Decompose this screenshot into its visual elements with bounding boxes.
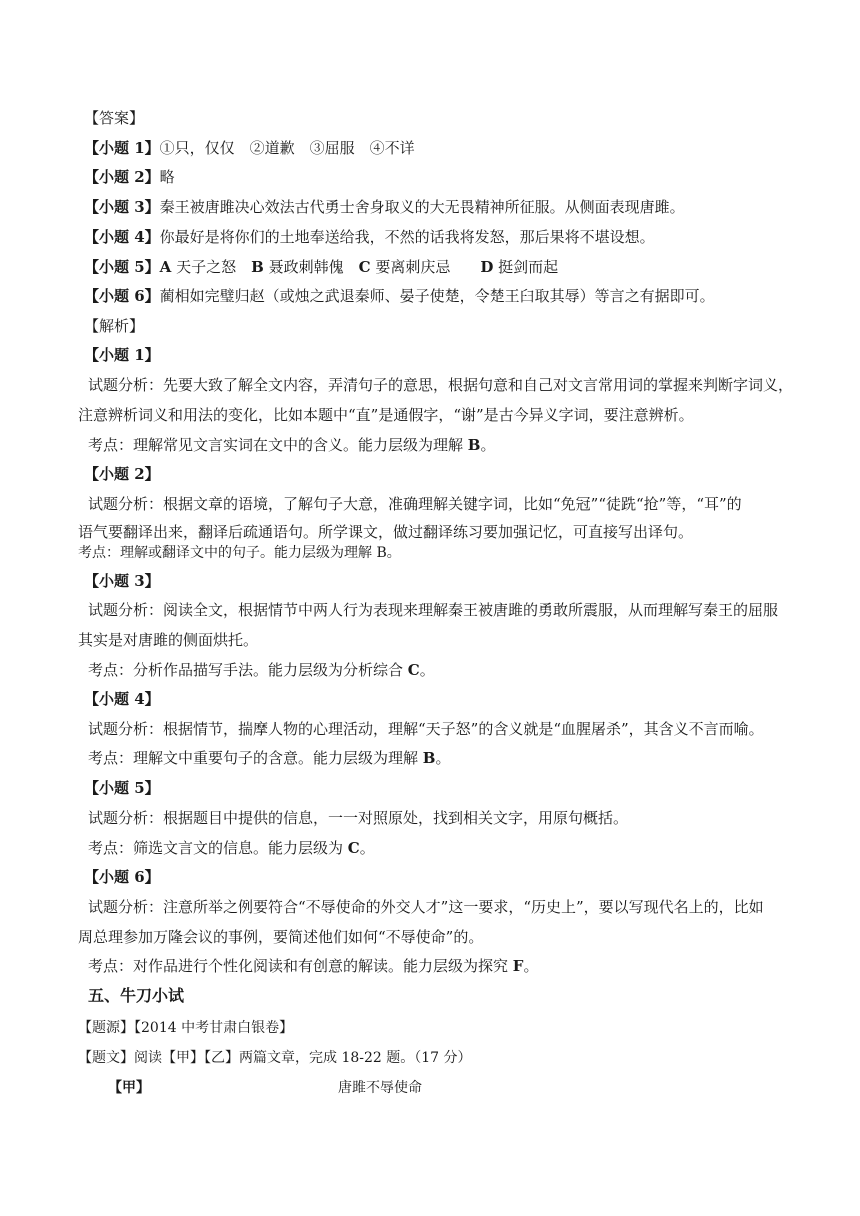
answer-q4	[84, 227, 655, 247]
analysis-q2-point: 考点：理解或翻译文中的句子。能力层级为理解 B。	[78, 545, 401, 561]
analysis-q5-line1: 试题分析：根据题目中提供的信息，一一对照原处，找到相关文字，用原句概括。	[88, 809, 629, 827]
answer-q1-label: 【小题 1】	[84, 139, 160, 157]
analysis-q1-point-text: 考点：理解常见文言实词在文中的含义。能力层级为理解	[88, 436, 468, 454]
jia-label: 【甲】	[108, 1080, 150, 1096]
analysis-heading: 【解析】	[84, 317, 145, 335]
jia-title: 唐雎不辱使命	[338, 1080, 422, 1096]
analysis-q6-line2: 周总理参加万隆会议的事例，要简述他们如何“不辱使命”的。	[78, 928, 484, 946]
answer-q1	[84, 138, 415, 158]
analysis-q2-line1: 试题分析：根据文章的语境，了解句子大意，准确理解关键字词，比如“免冠”“徒跣“抢”等，“耳”的	[88, 495, 742, 513]
analysis-q5-point	[88, 838, 375, 858]
analysis-q6-point-level: F	[512, 957, 524, 975]
analysis-q5-point-text: 考点：筛选文言文的信息。能力层级为	[88, 839, 348, 857]
analysis-q1-line2: 注意辨析词义和用法的变化，比如本题中“直”是通假字，“谢”是古今异义字词，要注意辨析。	[78, 406, 694, 424]
section-five-source: 【题源】【2014 中考甘肃白银卷】	[78, 1020, 294, 1036]
section-five-title: 五、牛刀小试	[88, 986, 185, 1005]
analysis-q4-line1: 试题分析：根据情节，揣摩人物的心理活动，理解“天子怒”的含义就是“血腥屠杀”，其含义不言而喻。	[88, 720, 764, 738]
answer-q6-label: 【小题 6】	[84, 287, 160, 305]
analysis-q4-point-suffix: 。	[435, 749, 451, 767]
section-five-prompt: 【题文】阅读【甲】【乙】两篇文章，完成 18-22 题。（17 分）	[78, 1050, 472, 1066]
analysis-q6-point	[88, 956, 538, 976]
answer-q4-text: 你最好是将你们的土地奉送给我，不然的话我将发怒，那后果将不堪设想。	[159, 228, 655, 246]
answer-q6-text: 蔺相如完璧归赵（或烛之武退秦师、晏子使楚，令楚王臼取其辱）等言之有据即可。	[159, 287, 715, 305]
analysis-q3-point-suffix: 。	[419, 661, 435, 679]
analysis-q4-label: 【小题 4】	[84, 690, 160, 708]
analysis-q4-point-text: 考点：理解文中重要句子的含意。能力层级为理解	[88, 749, 423, 767]
analysis-q2-line2: 语气要翻译出来，翻译后疏通语句。所学课文，做过翻译练习要加强记忆，可直接写出译句。	[78, 523, 694, 541]
answer-q2-label: 【小题 2】	[84, 168, 160, 186]
answer-q3-label: 【小题 3】	[84, 198, 160, 216]
analysis-q5-label: 【小题 5】	[84, 779, 160, 797]
analysis-q1-label: 【小题 1】	[84, 346, 160, 364]
answer-q5-option-a-text: 天子之怒	[176, 258, 252, 276]
analysis-q1-point	[88, 435, 495, 455]
answer-q5-option-b-text: 聂政刺韩傀	[268, 258, 359, 276]
analysis-q3-point-text: 考点：分析作品描写手法。能力层级为分析综合	[88, 661, 408, 679]
analysis-q1-line1: 试题分析：先要大致了解全文内容，弄清句子的意思，根据句意和自己对文言常用词的掌握来判断字词义，	[88, 376, 794, 394]
analysis-q2-label: 【小题 2】	[84, 465, 160, 483]
analysis-q6-label: 【小题 6】	[84, 868, 160, 886]
analysis-q1-point-suffix: 。	[480, 436, 496, 454]
answer-q5	[84, 257, 558, 277]
answer-q5-option-a: A	[159, 258, 172, 276]
answer-q1-text: ①只，仅仅 ②道歉 ③屈服 ④不详	[159, 139, 415, 157]
analysis-q1-point-level: B	[467, 436, 481, 454]
analysis-q3-point	[88, 660, 435, 680]
answer-q5-option-d-text: 挺剑而起	[493, 258, 559, 276]
answer-q6	[84, 286, 715, 306]
answer-q3	[84, 197, 685, 217]
analysis-q6-point-text: 考点：对作品进行个性化阅读和有创意的解读。能力层级为探究	[88, 957, 513, 975]
analysis-q3-line2: 其实是对唐雎的侧面烘托。	[78, 631, 259, 649]
analysis-q3-point-level: C	[407, 661, 420, 679]
analysis-q3-line1: 试题分析：阅读全文，根据情节中两人行为表现来理解秦王被唐雎的勇敢所震服，从而理解写秦王的屈服	[88, 601, 779, 619]
analysis-q6-line1: 试题分析：注意所举之例要符合“不辱使命的外交人才”这一要求，“历史上”，要以写现代名上的，比如	[88, 898, 764, 916]
answer-q5-label: 【小题 5】	[84, 258, 160, 276]
analysis-q5-point-level: C	[347, 839, 360, 857]
answer-q5-option-b: B	[251, 258, 264, 276]
analysis-q5-point-suffix: 。	[359, 839, 375, 857]
analysis-q6-point-suffix: 。	[523, 957, 539, 975]
analysis-q3-label: 【小题 3】	[84, 572, 160, 590]
answer-q5-option-c-text: 要离刺庆忌	[375, 258, 481, 276]
answer-heading: 【答案】	[84, 109, 145, 127]
answer-q2	[84, 167, 175, 187]
answer-q4-label: 【小题 4】	[84, 228, 160, 246]
answer-q5-option-d: D	[480, 258, 494, 276]
answer-q5-option-c: C	[358, 258, 371, 276]
answer-q3-text: 秦王被唐雎决心效法古代勇士舍身取义的大无畏精神所征服。从侧面表现唐雎。	[159, 198, 685, 216]
analysis-q4-point-level: B	[422, 749, 436, 767]
analysis-q4-point	[88, 748, 450, 768]
answer-q2-text: 略	[159, 168, 175, 186]
